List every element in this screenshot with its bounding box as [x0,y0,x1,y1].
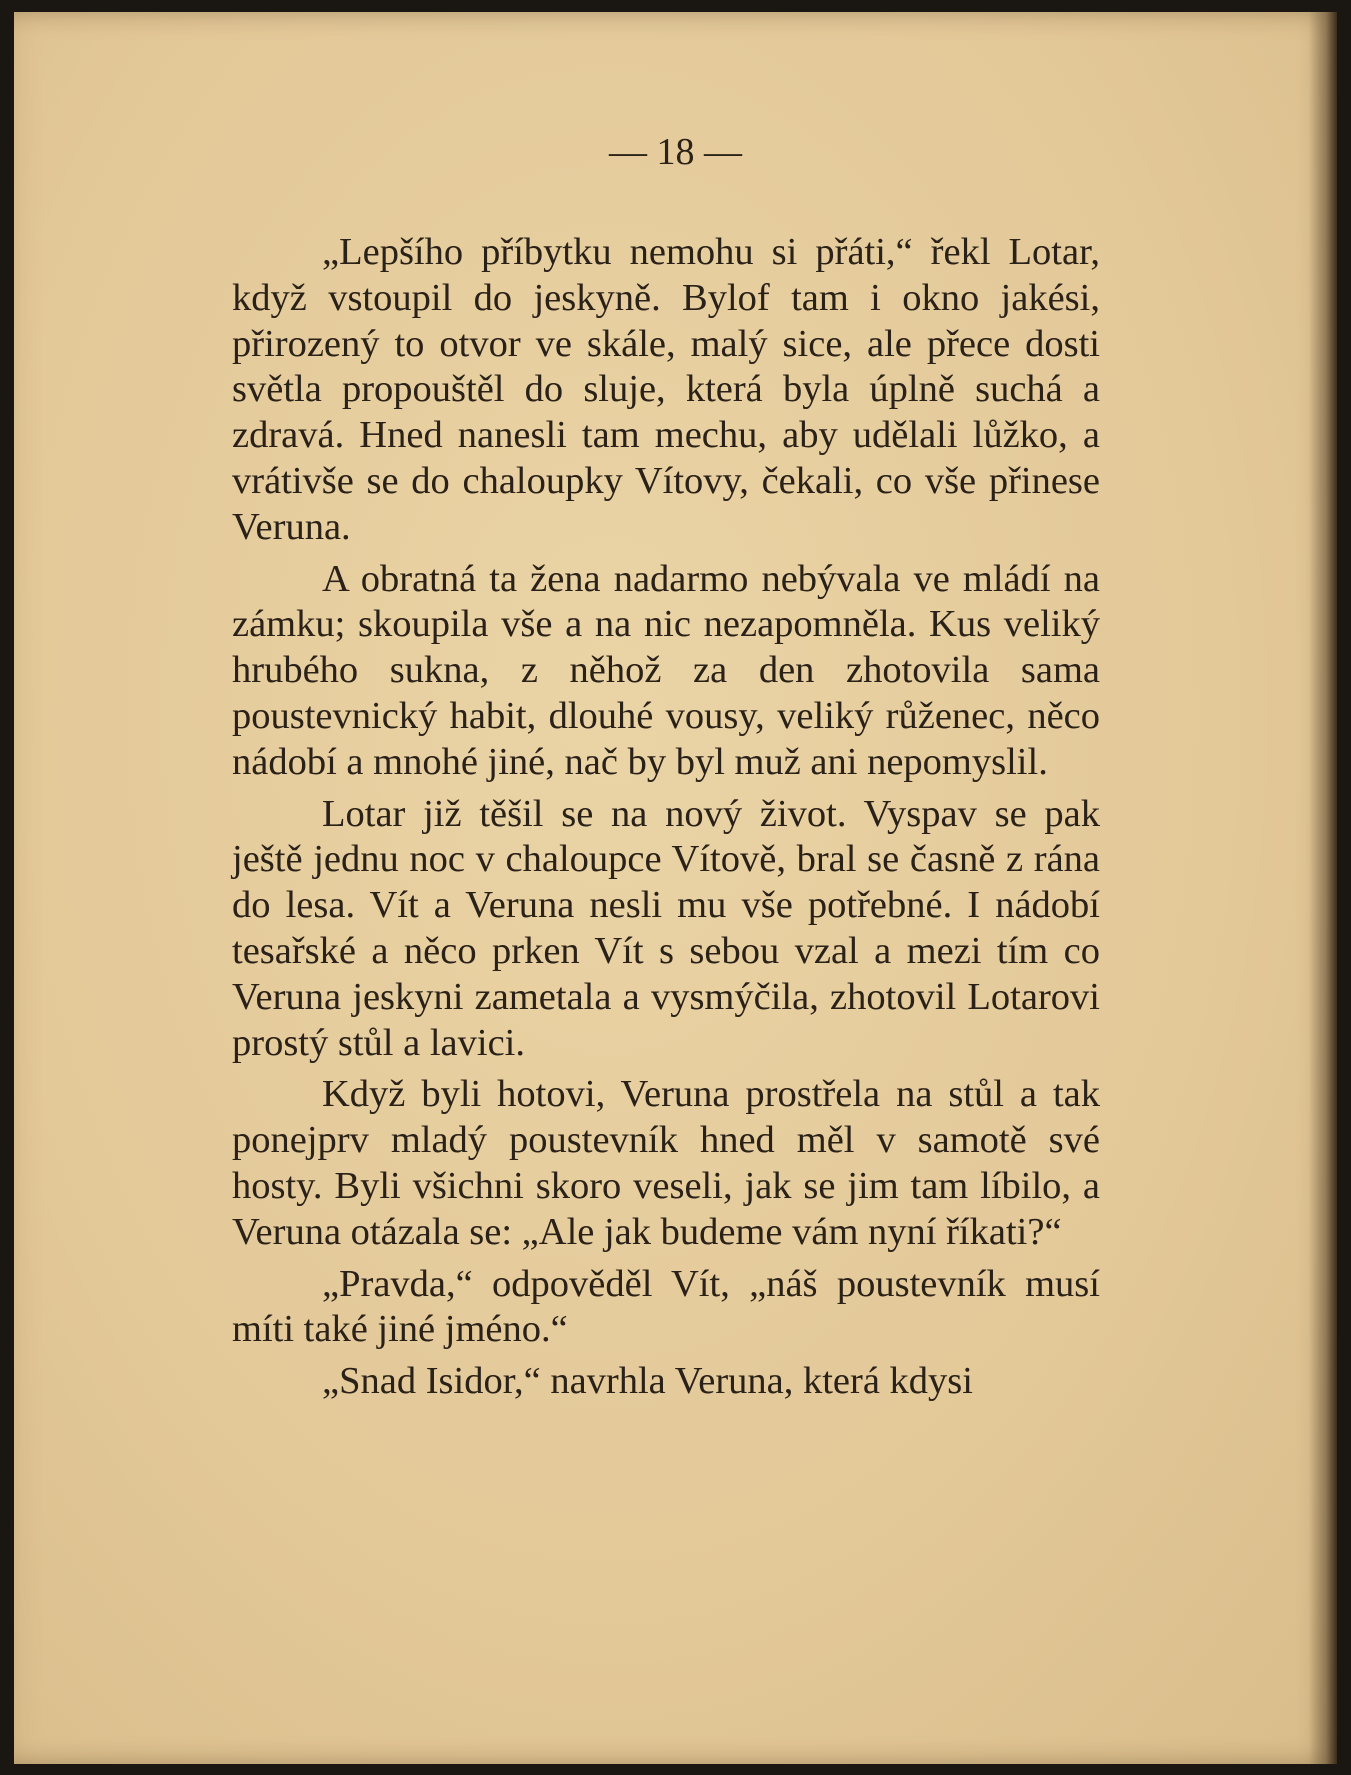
paragraph: „Snad Isidor,“ navrhla Veruna, která kdysi [322,1360,973,1403]
page-gutter-shadow [1309,12,1337,1764]
book-page [14,12,1337,1764]
paragraph: A obratná ta žena nadarmo nebývala ve mládí na zámku; skoupila vše a na nic nezapomněla. Kus veliký hrubého sukna, z něhož za den zhotovila sama poustevnický habit, dlouhé vousy, veliký růženec, něco nádobí a mnohé jiné, nač by byl muž ani nepomyslil. [232,557,1100,783]
page-number: — 18 — [609,131,742,173]
paragraph: Když byli hotovi, Veruna prostřela na stůl a tak ponejprv mladý poustevník hned měl v samotě své hosty. Byli všichni skoro veseli, jak se jim tam líbilo, a Veruna otázala se: „Ale jak budeme vám nyní říkati?“ [232,1073,1100,1253]
body-text [232,230,1100,1411]
paragraph: „Lepšího příbytku nemohu si přáti,“ řekl Lotar, když vstoupil do jeskyně. Bylof tam i okno jakési, přirozený to otvor ve skále, malý sice, ale přece dosti světla propouštěl do sluje, která byla úplně suchá a zdravá. Hned nanesli tam mechu, aby udělali lůžko, a vrátivše se do chaloupky Vítovy, čekali, co vše přinese Veruna. [232,231,1100,548]
paragraph: Lotar již těšil se na nový život. Vyspav se pak ještě jednu noc v chaloupce Vítově, bral se časně z rána do lesa. Vít a Veruna nesli mu vše potřebné. I nádobí tesařské a něco prken Vít s sebou vzal a mezi tím co Veruna jeskyni zametala a vysmýčila, zhotovil Lotarovi prostý stůl a lavici. [232,792,1100,1064]
paragraph: „Pravda,“ odpověděl Vít, „náš poustevník musí míti také jiné jméno.“ [232,1262,1100,1351]
